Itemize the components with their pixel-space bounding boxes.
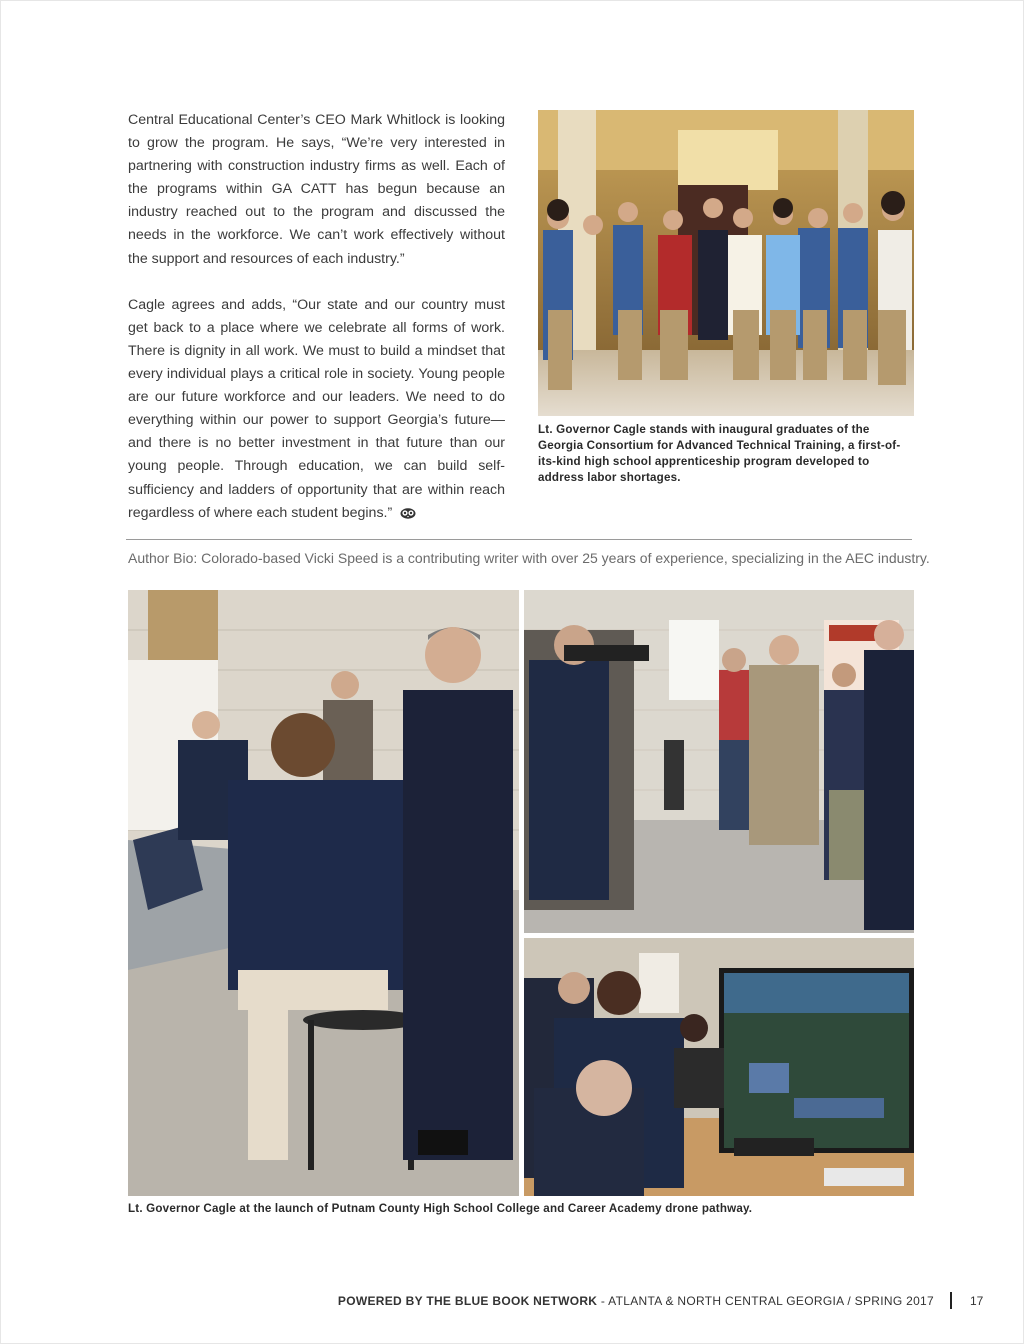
article-paragraph-quote [128,294,505,527]
drone-photos-caption: Lt. Governor Cagle at the launch of Putnam County High School College and Career Academy drone pathway. [128,1202,753,1215]
footer-publication [338,1294,934,1308]
footer-network: POWERED BY THE BLUE BOOK NETWORK [337,1294,598,1308]
article-paragraph-text: Cagle agrees and adds, “Our state and our country must get back to a place where we celebrate all forms of work. There is dignity in all work. We must to build a mindset that every individual plays a critical role in society. Young people are our future workforce and our leaders. We need to do everything within our power to support Georgia’s future—and there is no better investment in that future than our young people. Through education, we can build self-sufficiency and ladders of opportunity that are within reach regardless of where each student begins.” [128,296,505,521]
footer-separator [950,1292,952,1309]
graduates-photo-caption: Lt. Governor Cagle stands with inaugural graduates of the Georgia Consortium for Advanced Technical Training, a first-of-its-kind high school apprenticeship program developed to address labor shortages. [538,423,901,484]
drone-demo-photo [524,590,914,933]
drone-simulator-photo [524,938,914,1196]
owl-icon [400,504,416,527]
classroom-laptop-photo [128,590,519,1196]
page-footer [0,1292,1024,1310]
footer-edition: - ATLANTA & NORTH CENTRAL GEORGIA / SPRING 2017 [597,1294,934,1308]
author-bio: Author Bio: Colorado-based Vicki Speed is a contributing writer with over 25 years of experience, specializing in the AEC industry. [128,550,930,566]
page-number: 17 [970,1294,984,1308]
article-paragraph: Central Educational Center’s CEO Mark Whitlock is looking to grow the program. He says, “We’re very interested in partnering with construction industry firms as well. Each of the programs within GA CATT has begun because an industry reached out to the program and discussed the needs in the workforce. We can’t work effectively without the support and resources of each industry.” [128,112,505,267]
article-body [128,109,505,527]
graduates-group-photo [538,110,914,416]
section-divider [126,539,912,540]
